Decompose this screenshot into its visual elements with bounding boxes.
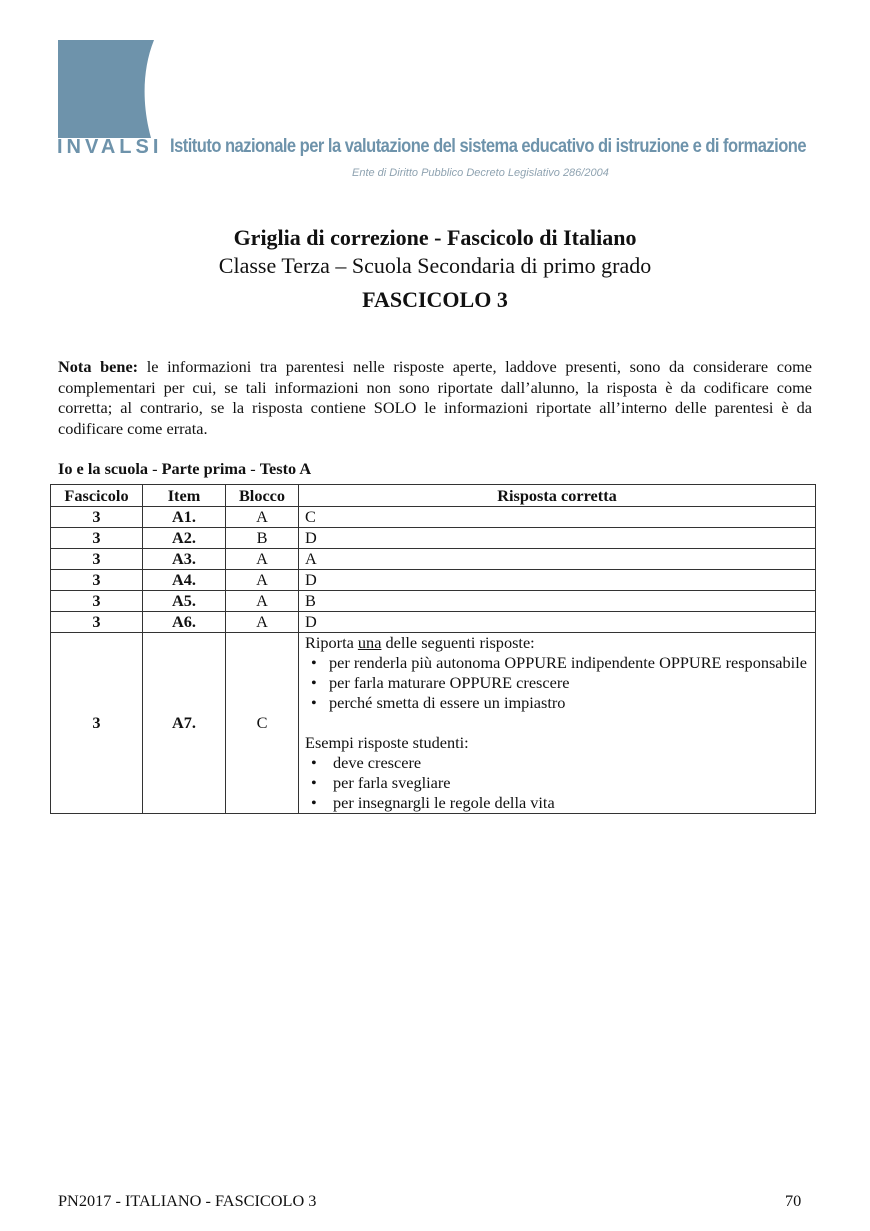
cell-fascicolo: 3	[51, 591, 143, 612]
table-row	[51, 570, 816, 591]
list-item: • per renderla più autonoma OPPURE indipendente OPPURE responsabile	[329, 653, 809, 673]
section-sep2: -	[246, 459, 260, 478]
cell-blocco: A	[226, 591, 299, 612]
header-item: Item	[143, 485, 226, 507]
ente-subtitle: Ente di Diritto Pubblico Decreto Legislativo 286/2004	[352, 167, 609, 179]
section-sep1: -	[148, 459, 162, 478]
cell-item: A7.	[143, 633, 226, 814]
cell-risposta: D	[299, 612, 816, 633]
list-item: • per farla svegliare	[333, 773, 809, 793]
section-part3: Testo A	[259, 459, 312, 478]
table-row	[51, 612, 816, 633]
invalsi-logo-icon	[58, 40, 154, 138]
table-row	[51, 528, 816, 549]
cell-item: A1.	[143, 507, 226, 528]
cell-risposta: B	[299, 591, 816, 612]
cell-fascicolo: 3	[51, 570, 143, 591]
invalsi-logo-text: INVALSI	[57, 136, 163, 158]
list-item: • deve crescere	[333, 753, 809, 773]
table-row	[51, 591, 816, 612]
page-number: 70	[785, 1191, 802, 1210]
cell-fascicolo: 3	[51, 507, 143, 528]
cell-fascicolo: 3	[51, 528, 143, 549]
accepted-answers-list	[305, 653, 809, 713]
header-risposta: Risposta corretta	[299, 485, 816, 507]
fascicolo-heading: FASCICOLO 3	[362, 287, 508, 312]
examples-list	[305, 753, 809, 813]
answer-table	[50, 484, 816, 814]
list-item: • per farla maturare OPPURE crescere	[329, 673, 809, 693]
cell-risposta: D	[299, 528, 816, 549]
list-item: • per insegnargli le regole della vita	[333, 793, 809, 813]
section-title	[58, 459, 311, 479]
table-row-open	[51, 633, 816, 814]
table-row	[51, 507, 816, 528]
page-title: Griglia di correzione - Fascicolo di Italiano	[233, 225, 637, 250]
table-row	[51, 549, 816, 570]
institute-name: Istituto nazionale per la valutazione del sistema educativo di istruzione e di formazione	[170, 136, 807, 157]
intro-underlined: una	[357, 633, 382, 652]
note-text: le informazioni tra parentesi nelle risposte aperte, laddove presenti, sono da considerare come complementari per cui, se tali informazioni non sono riportate dall’alunno, la risposta è da codificare come corretta; al contrario, se la risposta contiene SOLO le informazioni riportate all’interno delle parentesi è da codificare come errata.	[58, 357, 812, 439]
cell-item: A3.	[143, 549, 226, 570]
cell-blocco: A	[226, 612, 299, 633]
cell-blocco: A	[226, 549, 299, 570]
header-fascicolo: Fascicolo	[51, 485, 143, 507]
cell-item: A2.	[143, 528, 226, 549]
intro-pre: Riporta	[305, 633, 358, 652]
table-header-row	[51, 485, 816, 507]
cell-item: A6.	[143, 612, 226, 633]
cell-risposta-open	[299, 633, 816, 814]
examples-label: Esempi risposte studenti:	[305, 733, 469, 752]
section-part2: Parte prima	[161, 459, 247, 478]
cell-fascicolo: 3	[51, 612, 143, 633]
list-item: • perché smetta di essere un impiastro	[329, 693, 809, 713]
cell-blocco: A	[226, 507, 299, 528]
cell-fascicolo: 3	[51, 549, 143, 570]
cell-item: A4.	[143, 570, 226, 591]
footer-label: PN2017 - ITALIANO - FASCICOLO 3	[58, 1191, 317, 1210]
cell-risposta: C	[299, 507, 816, 528]
page-subtitle: Classe Terza – Scuola Secondaria di primo grado	[218, 253, 652, 278]
section-part1: Io e la scuola	[58, 459, 149, 478]
note-paragraph	[58, 357, 812, 440]
cell-item: A5.	[143, 591, 226, 612]
cell-blocco: B	[226, 528, 299, 549]
intro-post: delle seguenti risposte:	[381, 633, 535, 652]
answer-intro	[305, 633, 809, 653]
note-label: Nota bene:	[58, 357, 139, 376]
cell-blocco: A	[226, 570, 299, 591]
header-blocco: Blocco	[226, 485, 299, 507]
cell-risposta: D	[299, 570, 816, 591]
cell-blocco: C	[226, 633, 299, 814]
cell-fascicolo: 3	[51, 633, 143, 814]
cell-risposta: A	[299, 549, 816, 570]
